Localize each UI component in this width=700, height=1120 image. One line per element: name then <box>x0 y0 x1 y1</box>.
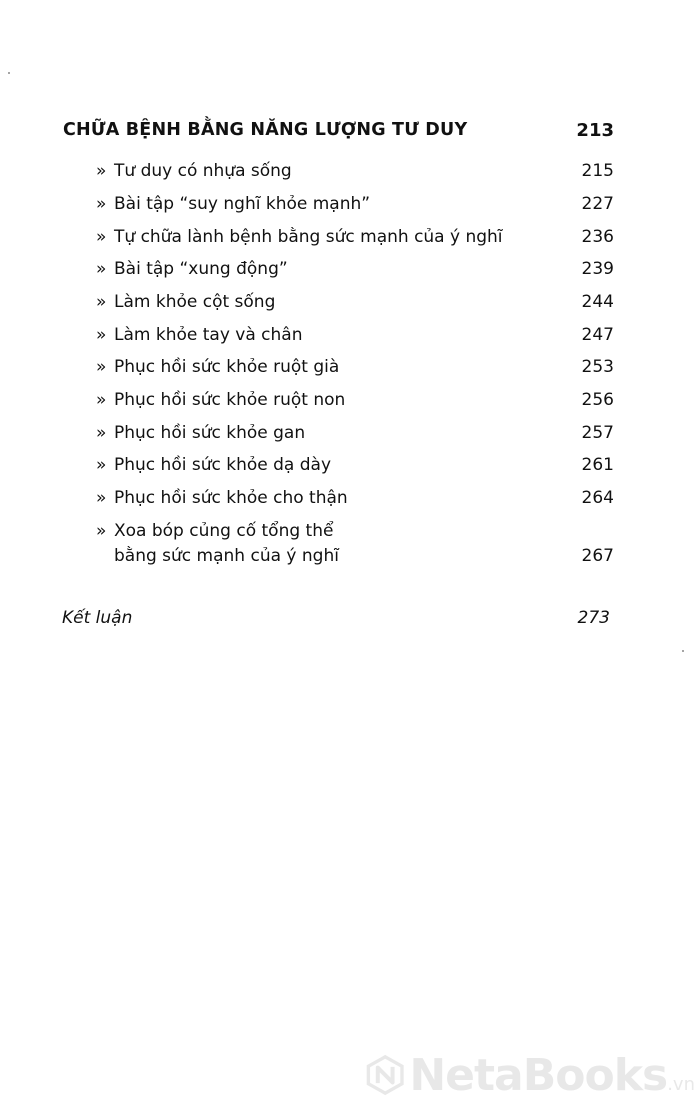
toc-item-label: Tư duy có nhựa sống <box>114 161 292 181</box>
bullet-icon: » <box>96 259 107 279</box>
toc-item <box>96 355 339 379</box>
watermark-suffix: .vn <box>667 1073 695 1095</box>
toc-item <box>96 388 345 412</box>
bullet-icon: » <box>96 423 107 443</box>
toc-item <box>96 453 331 477</box>
netabooks-logo-icon <box>365 1045 405 1105</box>
bullet-icon: » <box>96 325 107 345</box>
conclusion-title: Kết luận <box>62 608 133 628</box>
toc-item <box>96 192 370 216</box>
toc-item-label: Phục hồi sức khỏe ruột non <box>114 390 346 410</box>
bullet-icon: » <box>96 227 107 247</box>
bullet-icon: » <box>96 292 107 312</box>
toc-item <box>96 225 503 249</box>
conclusion-page-number: 273 <box>577 608 610 628</box>
watermark-brand: NetaBooks.vn <box>409 1049 695 1101</box>
toc-item-page: 264 <box>581 488 614 508</box>
toc-item <box>96 519 333 543</box>
scan-speck <box>8 72 10 74</box>
bullet-icon: » <box>96 390 107 410</box>
bullet-icon: » <box>96 488 107 508</box>
toc-item-label: Làm khỏe cột sống <box>114 292 276 312</box>
toc-item-page: 256 <box>581 390 614 410</box>
toc-item-label: Bài tập “xung động” <box>114 259 288 279</box>
bullet-icon: » <box>96 357 107 377</box>
toc-item <box>96 421 305 445</box>
toc-item-page: 247 <box>581 325 614 345</box>
toc-item-page: 215 <box>581 161 614 181</box>
toc-item-page: 239 <box>581 259 614 279</box>
bullet-icon: » <box>96 161 107 181</box>
chapter-page-number: 213 <box>576 120 614 141</box>
toc-item-label: Làm khỏe tay và chân <box>114 325 303 345</box>
toc-item-page: 227 <box>581 194 614 214</box>
watermark <box>365 1043 695 1107</box>
bullet-icon: » <box>96 194 107 214</box>
toc-item-page: 253 <box>581 357 614 377</box>
toc-item-label: Bài tập “suy nghĩ khỏe mạnh” <box>114 194 371 214</box>
toc-item-label: Phục hồi sức khỏe cho thận <box>114 488 348 508</box>
toc-item-page: 236 <box>581 227 614 247</box>
toc-item-label: Phục hồi sức khỏe dạ dày <box>114 455 331 475</box>
toc-item-label: Phục hồi sức khỏe gan <box>114 423 306 443</box>
toc-item-page: 267 <box>581 546 614 566</box>
chapter-title: CHỮA BỆNH BẰNG NĂNG LƯỢNG TƯ DUY <box>63 120 468 140</box>
toc-item <box>96 323 302 347</box>
scan-speck <box>682 650 684 652</box>
toc-item-label-continued: bằng sức mạnh của ý nghĩ <box>114 546 339 566</box>
toc-item <box>96 159 292 183</box>
toc-item-label: Xoa bóp củng cố tổng thể <box>114 521 334 541</box>
toc-item <box>96 486 348 510</box>
toc-item-page: 257 <box>581 423 614 443</box>
toc-item-label: Tự chữa lành bệnh bằng sức mạnh của ý nghĩ <box>114 227 503 247</box>
bullet-icon: » <box>96 455 107 475</box>
toc-item-label: Phục hồi sức khỏe ruột già <box>114 357 340 377</box>
toc-item-page: 261 <box>581 455 614 475</box>
bullet-icon: » <box>96 521 107 541</box>
toc-item <box>96 290 275 314</box>
toc-item <box>96 257 288 281</box>
toc-item-page: 244 <box>581 292 614 312</box>
